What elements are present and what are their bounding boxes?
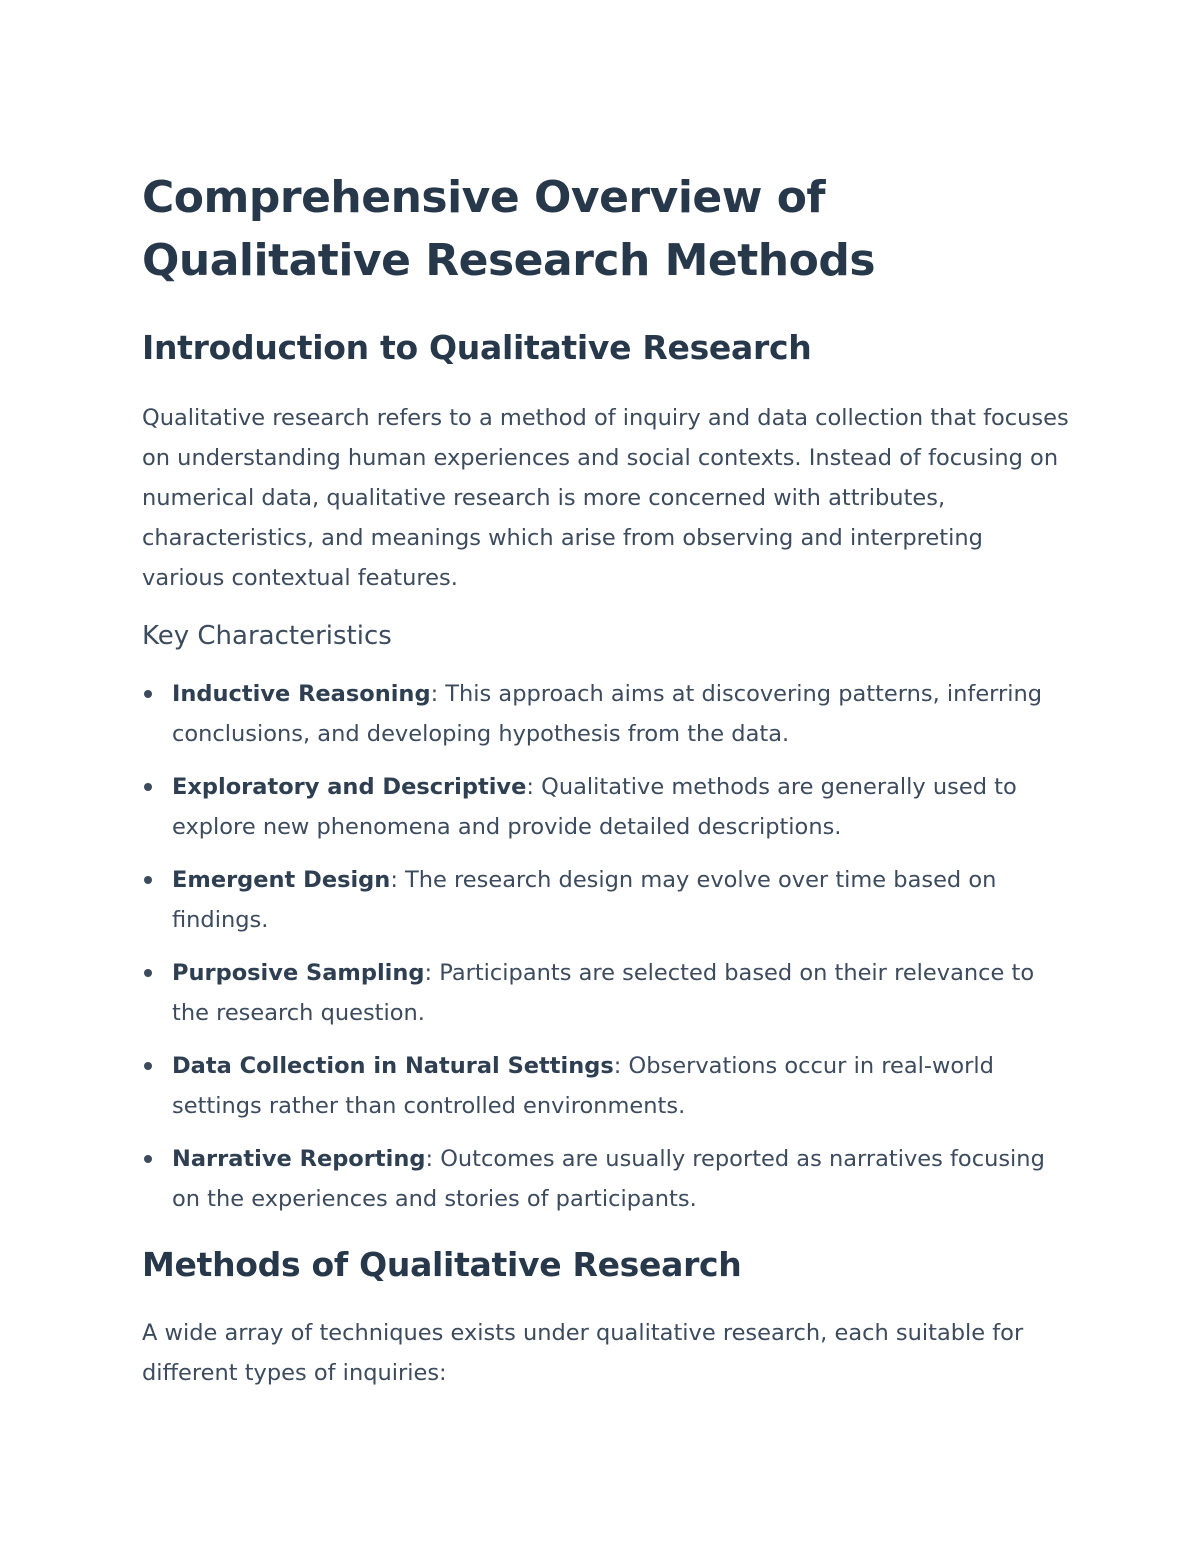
- list-item: [142, 953, 1072, 1033]
- bullet-text: : The research design may evolve over time based on findings.: [172, 867, 997, 933]
- document-page: [142, 166, 1072, 1393]
- section-heading-introduction: Introduction to Qualitative Research: [142, 328, 812, 367]
- list-item: [142, 1139, 1072, 1219]
- bullet-icon: [144, 783, 152, 791]
- bullet-text: : This approach aims at discovering patterns, inferring conclusions, and developing hypothesis from the data.: [172, 681, 1043, 747]
- bullet-icon: [144, 876, 152, 884]
- bullet-term: Emergent Design: [172, 867, 391, 893]
- list-item: [142, 674, 1072, 754]
- intro-paragraph: Qualitative research refers to a method of inquiry and data collection that focuses on understanding human experiences and social contexts. Instead of focusing on numerical data, qualitative research is more concerned with attributes, characteristics, and meanings which arise from observing and interpreting various contextual features.: [142, 405, 1069, 591]
- document-title: Comprehensive Overview of Qualitative Research Methods: [142, 172, 876, 286]
- subheading-key-characteristics: Key Characteristics: [142, 621, 392, 651]
- bullet-term: Inductive Reasoning: [172, 681, 431, 707]
- bullet-term: Purposive Sampling: [172, 960, 425, 986]
- bullet-term: Narrative Reporting: [172, 1146, 426, 1172]
- bullet-icon: [144, 969, 152, 977]
- bullet-text: : Participants are selected based on their relevance to the research question.: [172, 960, 1035, 1026]
- methods-paragraph: A wide array of techniques exists under qualitative research, each suitable for different types of inquiries:: [142, 1320, 1024, 1386]
- bullet-icon: [144, 1155, 152, 1163]
- bullet-term: Data Collection in Natural Settings: [172, 1053, 614, 1079]
- bullet-text: : Outcomes are usually reported as narratives focusing on the experiences and stories of participants.: [172, 1146, 1045, 1212]
- section-heading-methods: Methods of Qualitative Research: [142, 1245, 742, 1284]
- bullet-icon: [144, 1062, 152, 1070]
- bullet-term: Exploratory and Descriptive: [172, 774, 527, 800]
- key-characteristics-list: [142, 674, 1072, 1219]
- list-item: [142, 1046, 1072, 1126]
- list-item: [142, 860, 1072, 940]
- list-item: [142, 767, 1072, 847]
- bullet-text: : Observations occur in real-world settings rather than controlled environments.: [172, 1053, 994, 1119]
- bullet-icon: [144, 690, 152, 698]
- bullet-text: : Qualitative methods are generally used to explore new phenomena and provide detailed descriptions.: [172, 774, 1017, 840]
